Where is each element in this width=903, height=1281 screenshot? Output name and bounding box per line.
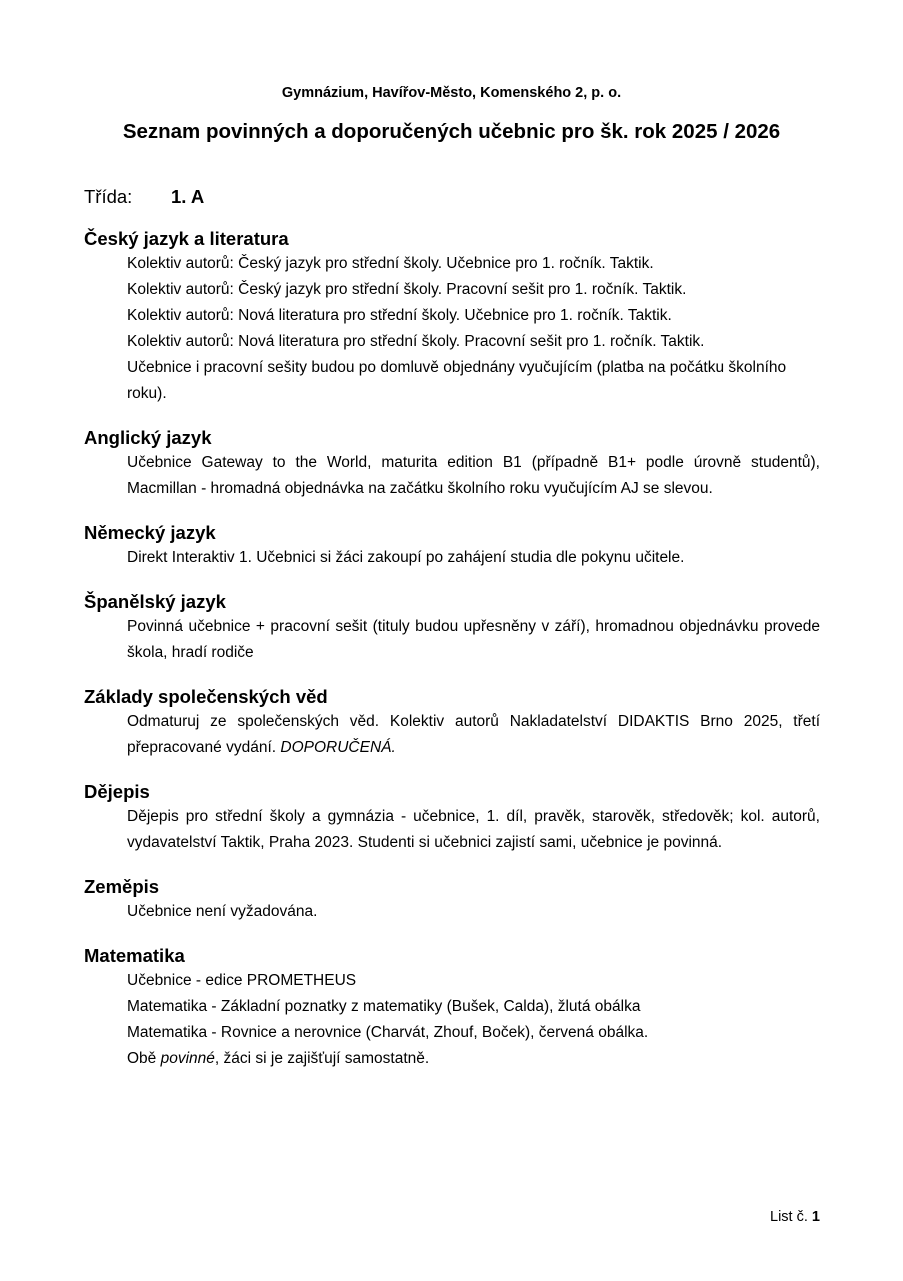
book-text: Odmaturuj ze společenských věd. Kolektiv autorů Nakladatelství DIDAKTIS Brno 2025, třetí přepracované vydání. [127,713,820,756]
subjects-list [84,227,820,1091]
subject-czech [84,227,820,407]
mandatory-note: povinné [160,1050,215,1067]
subject-title: Základy společenských věd [84,686,328,707]
page-number-value: 1 [811,1209,820,1225]
book-line: Kolektiv autorů: Český jazyk pro střední školy. Pracovní sešit pro 1. ročník. Taktik. [127,281,687,298]
subject-title: Anglický jazyk [84,427,212,448]
subject-title: Španělský jazyk [84,591,226,612]
subject-english [84,426,820,502]
book-line: Kolektiv autorů: Český jazyk pro střední školy. Učebnice pro 1. ročník. Taktik. [127,255,654,272]
subject-german [84,521,820,571]
page-number [770,1209,820,1225]
book-line: Direkt Interaktiv 1. Učebnici si žáci zakoupí po zahájení studia dle pokynu učitele. [127,549,685,566]
recommended-note: DOPORUČENÁ. [280,739,396,756]
book-line: Kolektiv autorů: Nová literatura pro střední školy. Učebnice pro 1. ročník. Taktik. [127,307,672,324]
page-label: List č. [770,1209,808,1225]
book-line: Dějepis pro střední školy a gymnázia - učebnice, 1. díl, pravěk, starověk, středověk; kol. autorů, vydavatelství Taktik, Praha 2023. Studenti si učebnici zajistí sami, učebnice je povinná. [127,808,820,851]
subject-title: Matematika [84,945,185,966]
class-value: 1. A [171,186,205,207]
subject-title: Německý jazyk [84,522,216,543]
subject-math [84,944,820,1072]
book-line: Učebnice není vyžadována. [127,903,318,920]
subject-spanish [84,590,820,666]
book-line: Učebnice Gateway to the World, maturita edition B1 (případně B1+ podle úrovně studentů), Macmillan - hromadná objednávka na začátku školního roku vyučujícím AJ se slevou. [127,454,820,497]
book-line: Matematika - Základní poznatky z matematiky (Bušek, Calda), žlutá obálka [127,998,641,1015]
book-line: Učebnice - edice PROMETHEUS [127,972,357,989]
subject-title: Zeměpis [84,876,160,897]
book-line [127,709,820,761]
book-line: Kolektiv autorů: Nová literatura pro střední školy. Pracovní sešit pro 1. ročník. Taktik. [127,333,705,350]
note-text: Obě [127,1050,161,1067]
document-title: Seznam povinných a doporučených učebnic pro šk. rok 2025 / 2026 [122,120,781,143]
book-line: Matematika - Rovnice a nerovnice (Charvát, Zhouf, Boček), červená obálka. [127,1024,649,1041]
class-label: Třída: [84,186,133,207]
subject-title: Český jazyk a literatura [84,228,289,249]
class-row [84,186,204,208]
book-line: Povinná učebnice + pracovní sešit (tituly budou upřesněny v září), hromadnou objednávku provede škola, hradí rodiče [127,618,820,661]
note-text: , žáci si je zajišťují samostatně. [214,1050,430,1067]
note-line: Učebnice i pracovní sešity budou po domluvě objednány vyučujícím (platba na počátku školního roku). [127,359,787,402]
subject-social-sciences [84,685,820,761]
subject-history [84,780,820,856]
subject-title: Dějepis [84,781,150,802]
school-name: Gymnázium, Havířov-Město, Komenského 2, p. o. [281,85,622,101]
subject-geography [84,875,820,925]
note-line [127,1046,820,1072]
